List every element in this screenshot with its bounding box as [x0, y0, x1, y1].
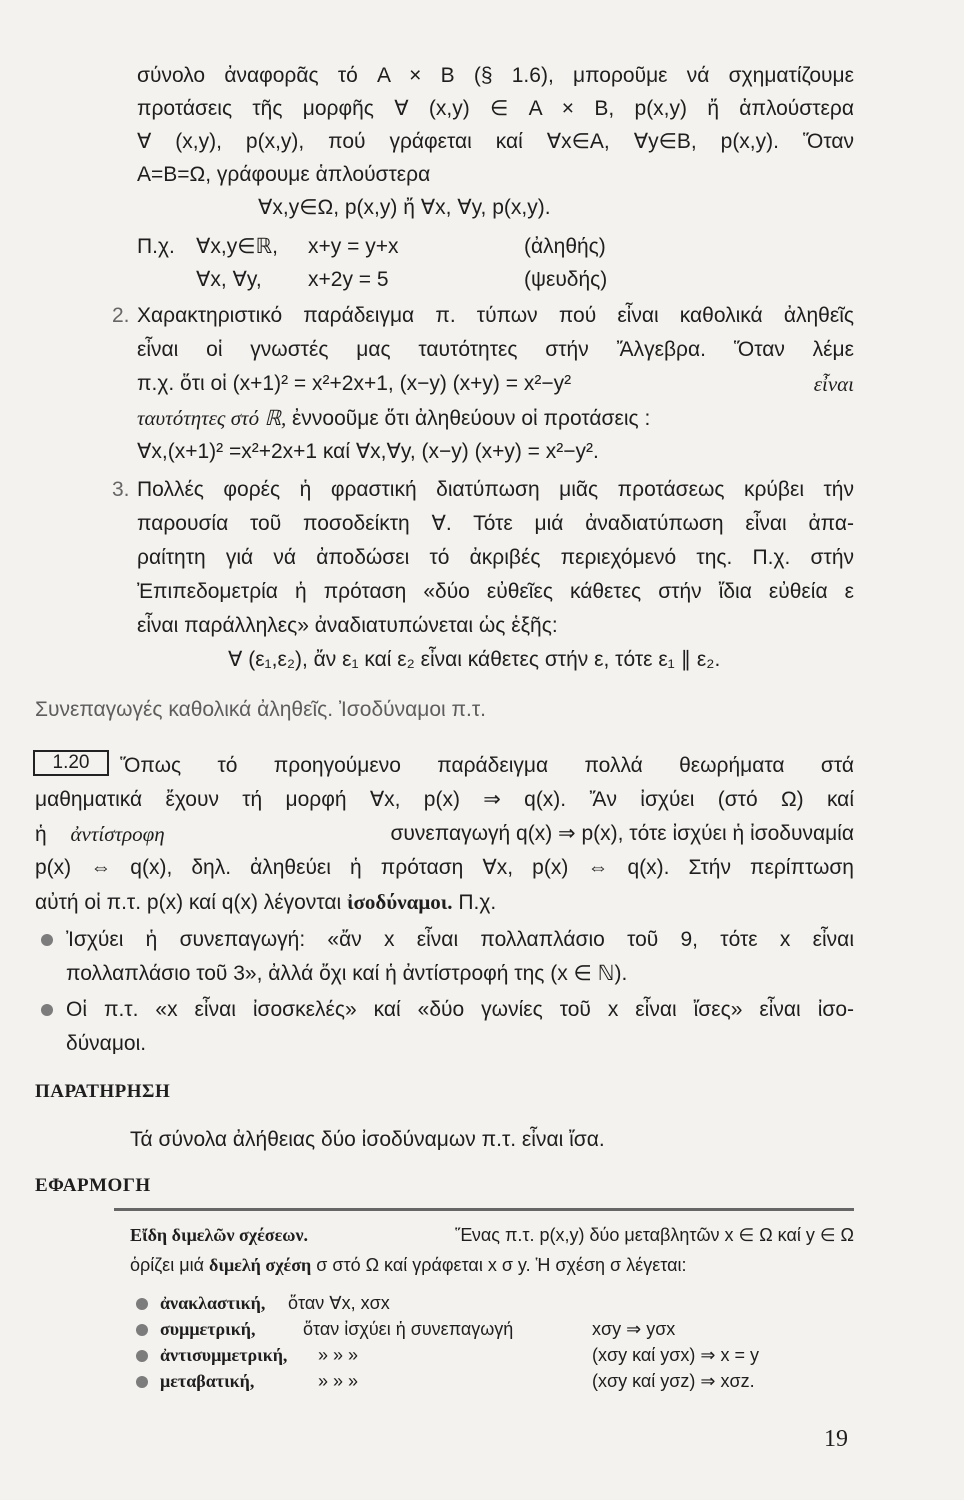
- intro-line-2: προτάσεις τῆς μορφῆς ∀ (x,y) ∈ A × B, p(x,y) ἤ ἁπλούστερα: [137, 97, 854, 120]
- para-1-20-line-1: Ὅπως τό προηγούμενο παράδειγμα πολλά θεωρήματα στά: [120, 754, 854, 777]
- item-2-line-2: εἶναι οἱ γνωστές μας ταυτότητες στήν Ἄλγεβρα. Ὅταν λέμε: [137, 338, 854, 361]
- bullet-2-line-2: δύναμοι.: [66, 1032, 147, 1055]
- item-3-formula: ∀ (ε₁,ε₂), ἄν ε₁ καί ε₂ εἶναι κάθετες στήν ε, τότε ε₁ ∥ ε₂.: [228, 648, 721, 671]
- relation-name-3: ἀντισυμμετρική,: [160, 1345, 288, 1365]
- bullet-dot-icon: [136, 1324, 148, 1336]
- para-1-20-line-3-italic: ἀντίστροφη: [70, 822, 165, 846]
- item-3-number: 3.: [112, 478, 130, 501]
- item-2-number: 2.: [112, 304, 130, 327]
- item-2-line-1: Χαρακτηριστικό παράδειγμα π. τύπων πού εἶναι καθολικά ἀληθεῖς: [137, 304, 854, 327]
- para-1-20-line-4: p(x) ⇔ q(x), δηλ. ἀληθεύει ἡ πρόταση ∀x, p(x) ⇔ q(x). Στήν περίπτωση: [35, 856, 854, 879]
- item-2-line-3: [137, 370, 854, 398]
- item-2-line-3-text: π.χ. ὅτι οἱ (x+1)² = x²+2x+1, (x−y) (x+y) = x²−y²: [137, 372, 572, 395]
- para-1-20-line-5-b: Π.χ.: [458, 891, 497, 914]
- bullet-dot-icon: [136, 1376, 148, 1388]
- item-2-line-4: [137, 404, 854, 433]
- example-r1-equation: x+y = y+x: [308, 235, 399, 258]
- item-2-line-5: ∀x,(x+1)² =x²+2x+1 καί ∀x,∀y, (x−y) (x+y) = x²−y².: [137, 440, 599, 463]
- para-1-20-line-5: [35, 888, 496, 917]
- section-heading: Συνεπαγωγές καθολικά ἀληθεῖς. Ἰσοδύναμοι π.τ.: [35, 698, 486, 721]
- relation-name-4: μεταβατική,: [160, 1371, 255, 1391]
- item-3-line-4: Ἐπιπεδομετρία ἡ πρόταση «δύο εὐθεῖες κάθετες στήν ἴδια εὐθεία ε: [137, 580, 854, 603]
- application-heading: ΕΦΑΡΜΟΓΗ: [35, 1175, 151, 1196]
- example-r1-truth: (ἀληθής): [524, 235, 606, 258]
- application-line-2-b: σ στό Ω καί γράφεται x σ y. Ἡ σχέση σ λέγεται:: [316, 1255, 687, 1275]
- item-3-line-2: παρουσία τοῦ ποσοδείκτη ∀. Τότε μιά ἀναδιατύπωση εἶναι ἀπα-: [137, 512, 854, 535]
- para-1-20-line-2: μαθηματικά ἔχουν τή μορφή ∀x, p(x) ⇒ q(x). Ἄν ἰσχύει (στό Ω) καί: [35, 788, 854, 811]
- bullet-dot-icon: [41, 1004, 53, 1016]
- bullet-1-line-1: Ἰσχύει ἡ συνεπαγωγή: «ἄν x εἶναι πολλαπλάσιο τοῦ 9, τότε x εἶναι: [66, 928, 854, 951]
- para-1-20-line-3-a: ἡ: [35, 823, 47, 846]
- application-line-2: [130, 1252, 854, 1278]
- relation-cond-1: ὅταν ∀x, xσx: [288, 1293, 390, 1313]
- application-line-1-bold: Εἴδη διμελῶν σχέσεων.: [130, 1225, 308, 1245]
- relation-impl-3: (xσy καί yσx) ⇒ x = y: [592, 1345, 759, 1365]
- example-r2-truth: (ψευδής): [524, 268, 608, 291]
- intro-line-3: ∀ (x,y), p(x,y), πού γράφεται καί ∀x∈A, ∀y∈B, p(x,y). Ὅταν: [137, 130, 854, 153]
- page-number: 19: [824, 1426, 848, 1452]
- remark-text: Τά σύνολα ἀλήθειας δύο ἰσοδύναμων π.τ. εἶναι ἴσα.: [130, 1128, 605, 1151]
- bullet-1-line-2: πολλαπλάσιο τοῦ 3», ἀλλά ὄχι καί ἡ ἀντίστροφή της (x ∈ ℕ).: [66, 962, 628, 985]
- bullet-dot-icon: [136, 1350, 148, 1362]
- relation-cond-4: » » »: [318, 1371, 359, 1391]
- para-1-20-line-3-b: συνεπαγωγή q(x) ⇒ p(x), τότε ἰσχύει ἡ ἰσοδυναμία: [390, 822, 854, 845]
- para-1-20-line-5-a: αὐτή οἱ π.τ. p(x) καί q(x) λέγονται: [35, 891, 342, 914]
- item-2-line-4-text: ἐννοοῦμε ὅτι ἀληθεύουν οἱ προτάσεις :: [292, 407, 651, 430]
- item-2-line-3-italic: εἶναι: [813, 372, 854, 396]
- example-prefix: Π.χ.: [137, 235, 175, 258]
- relation-name-2: συμμετρική,: [160, 1319, 256, 1339]
- bullet-dot-icon: [136, 1298, 148, 1310]
- intro-line-4: A=B=Ω, γράφουμε ἁπλούστερα: [137, 163, 431, 186]
- paragraph-number-box: 1.20: [33, 750, 109, 776]
- intro-line-1: σύνολο ἀναφορᾶς τό A × B (§ 1.6), μποροῦμε νά σχηματίζουμε: [137, 64, 854, 87]
- remark-heading: ΠΑΡΑΤΗΡΗΣΗ: [35, 1081, 171, 1102]
- application-rule: [114, 1208, 854, 1211]
- application-line-2-bold: διμελή σχέση: [209, 1255, 312, 1275]
- bullet-dot-icon: [41, 934, 53, 946]
- intro-formula: ∀x,y∈Ω, p(x,y) ἤ ∀x, ∀y, p(x,y).: [258, 196, 551, 219]
- application-line-2-a: ὁρίζει μιά: [130, 1255, 204, 1275]
- example-r2-equation: x+2y = 5: [308, 268, 389, 291]
- item-2-line-4-italic: ταυτότητες στό ℝ,: [137, 406, 287, 430]
- example-r2-quantifier: ∀x, ∀y,: [196, 268, 262, 291]
- example-r1-quantifier: ∀x,y∈ℝ,: [196, 235, 278, 258]
- relation-impl-2: xσy ⇒ yσx: [592, 1319, 676, 1339]
- item-3-line-1: Πολλές φορές ἡ φραστική διατύπωση μιᾶς προτάσεως κρύβει τήν: [137, 478, 854, 501]
- relation-impl-4: (xσy καί yσz) ⇒ xσz.: [592, 1371, 755, 1391]
- para-1-20-line-3: [35, 820, 854, 849]
- application-line-1-rest: Ἕνας π.τ. p(x,y) δύο μεταβλητῶν x ∈ Ω καί y ∈ Ω: [455, 1225, 854, 1245]
- relation-cond-3: » » »: [318, 1345, 359, 1365]
- relation-cond-2: ὅταν ἰσχύει ἡ συνεπαγωγή: [303, 1319, 514, 1339]
- application-line-1: [130, 1222, 854, 1248]
- item-3-line-5: εἶναι παράλληλες» ἀναδιατυπώνεται ὡς ἑξῆς:: [137, 614, 558, 637]
- bullet-2-line-1: Οἱ π.τ. «x εἶναι ἰσοσκελές» καί «δύο γωνίες τοῦ x εἶναι ἴσες» εἶναι ἰσο-: [66, 998, 854, 1021]
- para-1-20-line-5-bold: ἰσοδύναμοι.: [346, 890, 453, 914]
- relation-name-1: ἀνακλαστική,: [160, 1293, 266, 1313]
- item-3-line-3: ραίτητη γιά νά ἀποδώσει τό ἀκριβές περιεχόμενό της. Π.χ. στήν: [137, 546, 854, 569]
